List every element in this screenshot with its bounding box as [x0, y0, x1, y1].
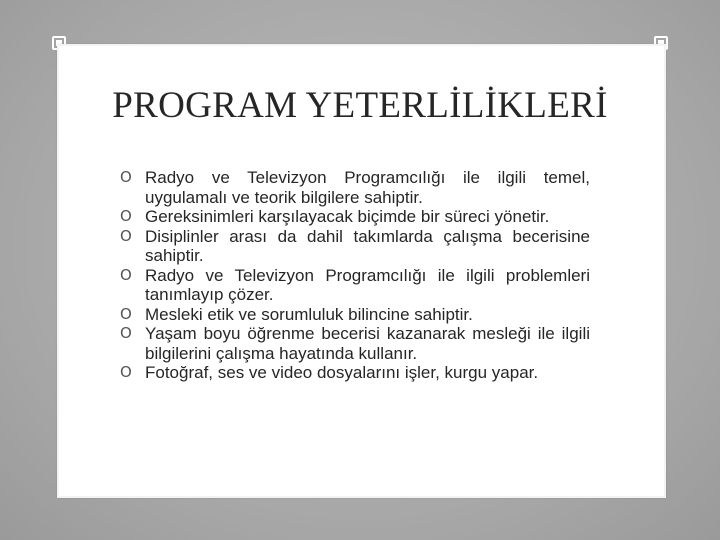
bullet-item-4	[120, 266, 590, 305]
bullet-marker-icon: O	[120, 168, 132, 186]
bullet-marker-icon: O	[120, 207, 132, 225]
bullet-text: Gereksinimleri karşılayacak biçimde bir süreci yönetir.	[145, 207, 550, 226]
bullet-marker-icon: O	[120, 265, 132, 284]
bullet-item-5	[120, 305, 590, 325]
bullet-item-1	[120, 168, 590, 207]
bullet-item-6	[120, 324, 590, 363]
bullet-item-7	[120, 363, 590, 383]
bullet-marker-icon: O	[120, 304, 132, 323]
bullet-item-2	[120, 207, 590, 227]
bullet-text: Mesleki etik ve sorumluluk bilincine sahiptir.	[145, 304, 473, 324]
slide-title: PROGRAM YETERLİLİKLERİ	[112, 85, 608, 126]
bullet-list	[120, 168, 590, 383]
bullet-text: Disiplinler arası da dahil takımlarda çalışma becerisine sahiptir.	[145, 226, 590, 265]
bullet-marker-icon: O	[120, 363, 132, 381]
bullet-marker-icon: O	[120, 324, 132, 342]
bullet-text: Radyo ve Televizyon Programcılığı ile ilgili problemleri tanımlayıp çözer.	[145, 265, 590, 304]
bullet-text: Yaşam boyu öğrenme becerisi kazanarak mesleği ile ilgili bilgilerini çalışma hayatında kullanır.	[145, 324, 590, 363]
bullet-marker-icon: O	[120, 226, 132, 245]
bullet-text: Radyo ve Televizyon Programcılığı ile ilgili temel, uygulamalı ve teorik bilgilere sahiptir.	[145, 168, 590, 207]
bullet-item-3	[120, 227, 590, 266]
bullet-text: Fotoğraf, ses ve video dosyalarını işler, kurgu yapar.	[145, 363, 539, 382]
